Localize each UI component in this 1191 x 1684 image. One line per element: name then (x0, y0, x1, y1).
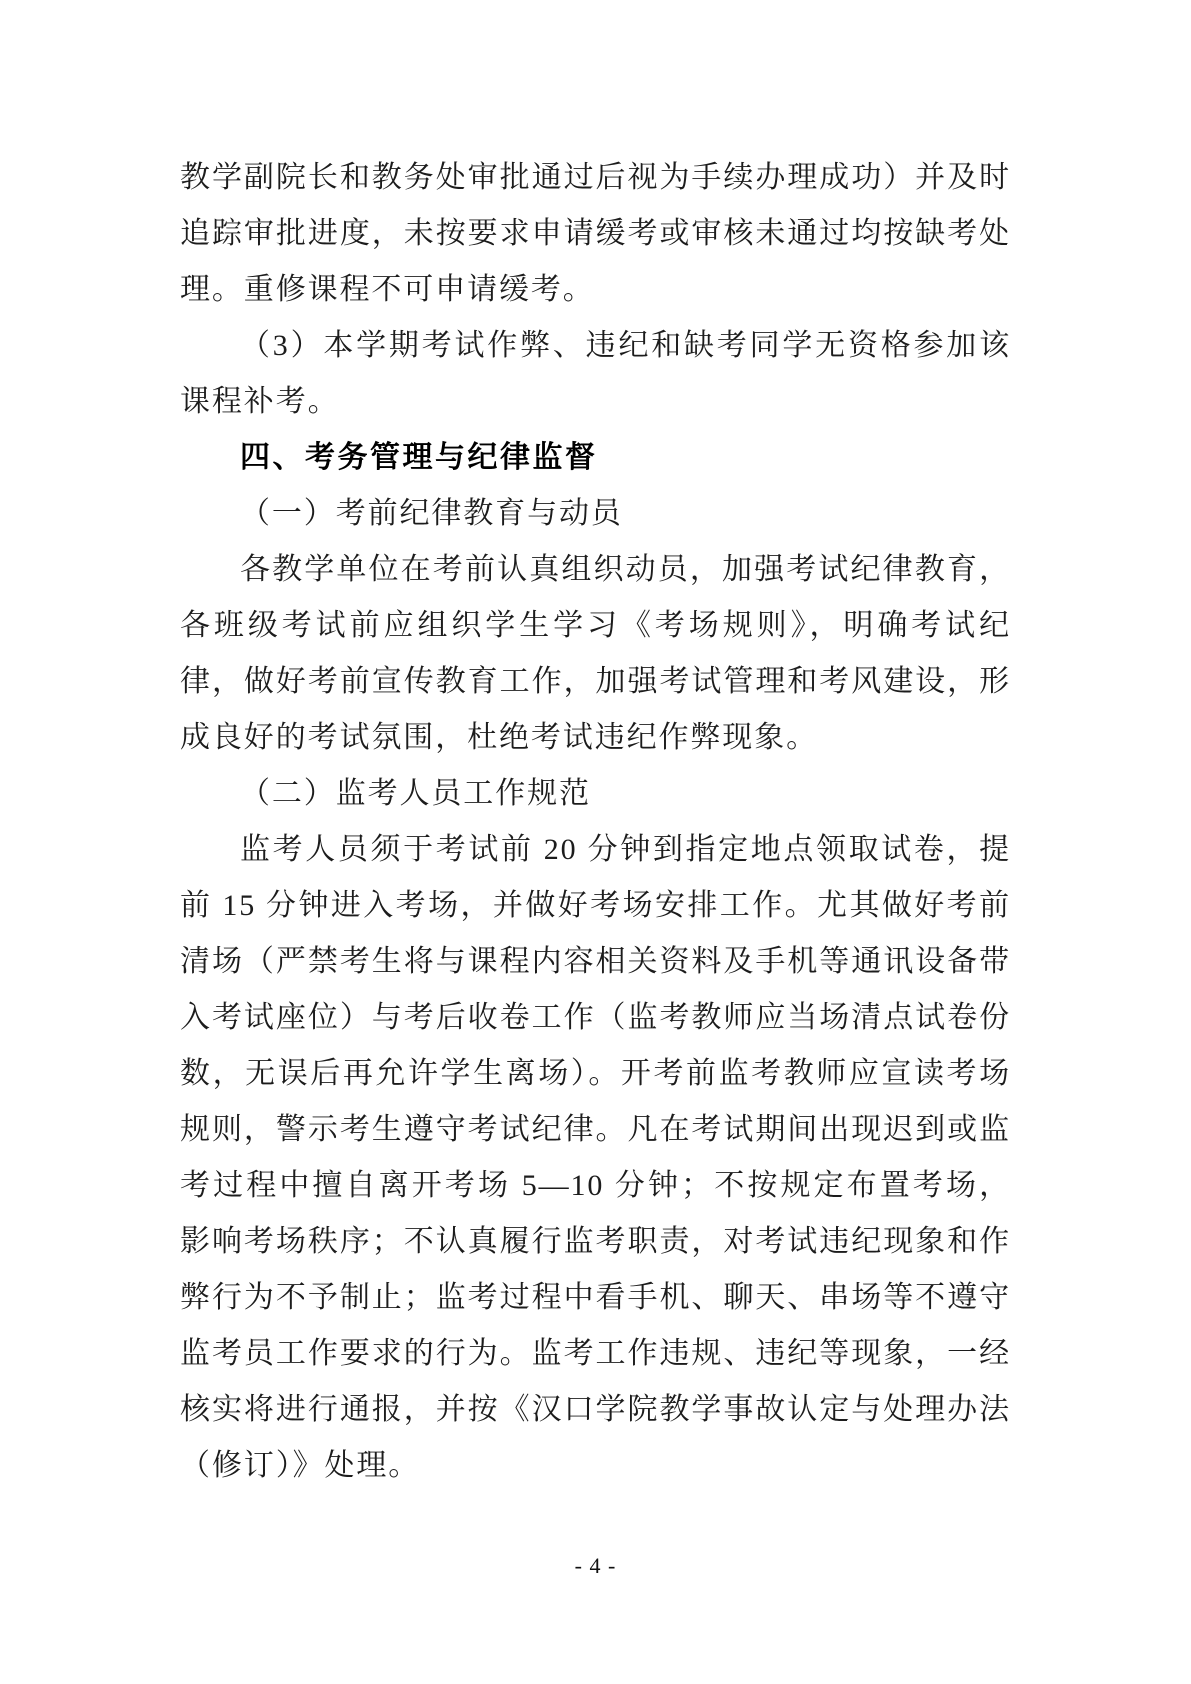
page-footer (0, 1552, 1191, 1580)
paragraph-item-3-makeup-exam: （3）本学期考试作弊、违纪和缺考同学无资格参加该课程补考。 (180, 329, 1011, 418)
subheading-pre-exam-discipline-education: （一）考前纪律教育与动员 (240, 497, 623, 530)
paragraph-invigilator-duties: 监考人员须于考试前 20 分钟到指定地点领取试卷，提前 15 分钟进入考场，并做好考场安排工作。尤其做好考前清场（严禁考生将与课程内容相关资料及手机等通讯设备带入考试座位）与考后收卷工作（监考教师应当场清点试卷份数，无误后再允许学生离场）。开考前监考教师应宣读考场规则，警示考生遵守考试纪律。凡在考试期间出现迟到或监考过程中擅自离开考场 5—10 分钟；不按规定布置考场，影响考场秩序；不认真履行监考职责，对考试违纪现象和作弊行为不予制止；监考过程中看手机、聊天、串场等不遵守监考员工作要求的行为。监考工作违规、违纪等现象，一经核实将进行通报，并按《汉口学院教学事故认定与处理办法（修订）》处理。 (180, 833, 1011, 1482)
paragraph-pre-exam-mobilization: 各教学单位在考前认真组织动员，加强考试纪律教育，各班级考试前应组织学生学习《考场规则》，明确考试纪律，做好考前宣传教育工作，加强考试管理和考风建设，形成良好的考试氛围，杜绝考试违纪作弊现象。 (180, 553, 1011, 754)
section-heading-exam-management-discipline: 四、考务管理与纪律监督 (240, 441, 598, 474)
paragraph-deferred-exam-continuation: 教学副院长和教务处审批通过后视为手续办理成功）并及时追踪审批进度，未按要求申请缓考或审核未通过均按缺考处理。重修课程不可申请缓考。 (180, 161, 1011, 306)
page-number: - 4 - (574, 1553, 617, 1578)
document-body (180, 150, 1011, 1494)
subheading-invigilator-work-rules: （二）监考人员工作规范 (240, 777, 591, 810)
